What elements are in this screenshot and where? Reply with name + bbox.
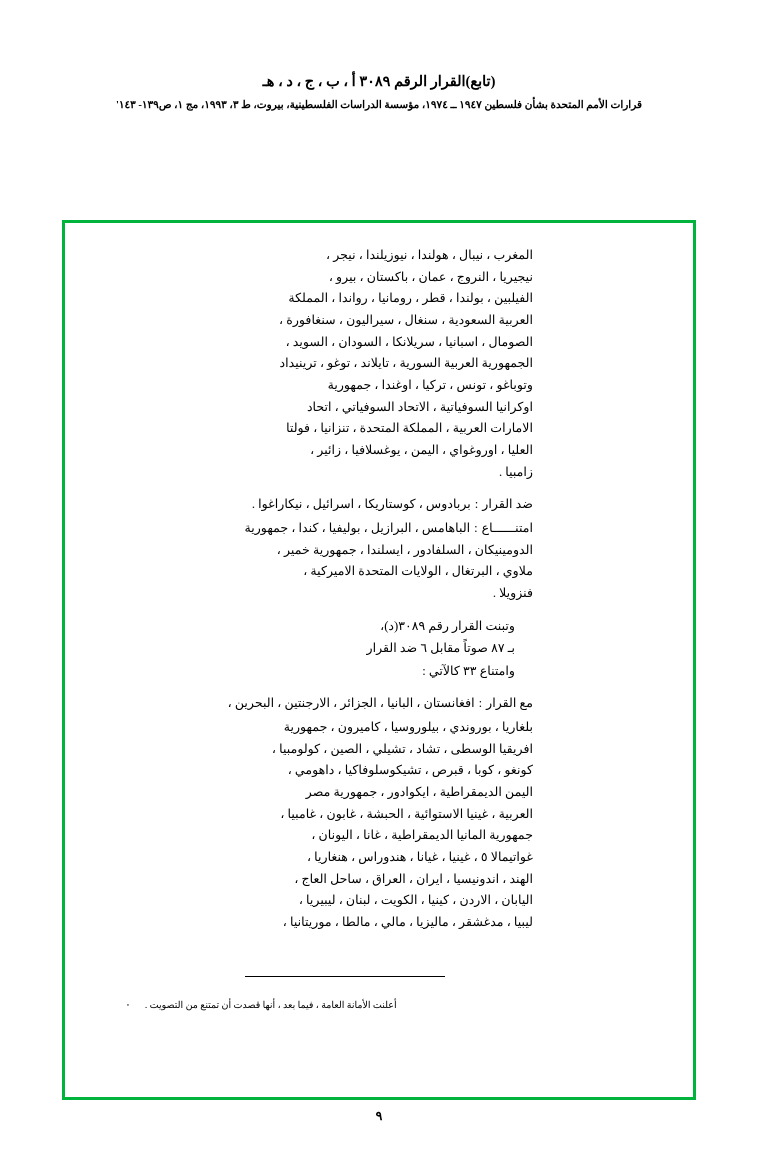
header-subtitle: قرارات الأمم المتحدة بشأن فلسطين ١٩٤٧ ــ ١٩٧٤، مؤسسة الدراسات الفلسطينية، بيروت، ط ٣، ١٩٩٣، مج ١، ص١٣٩- ١٤٣' [115, 100, 643, 111]
header-title: (تابع)القرار الرقم ٣٠٨٩ أ ، ب ، ج ، د ، هـ [262, 74, 496, 90]
abstain-label: امتنــــــاع [481, 520, 533, 535]
list-line: المغرب ، نيبال ، هولندا ، نيوزيلندا ، نيجر ، [325, 248, 533, 262]
colon-separator: : [478, 696, 483, 711]
adoption-line: وامتناع ٣٣ كالآتي : [422, 663, 515, 678]
adoption-line: بـ ٨٧ صوتاً مقابل ٦ ضد القرار [366, 641, 515, 656]
abstain-line: فنزويلا . [492, 585, 533, 600]
votes-for-line: اليابان ، الاردن ، كينيا ، الكويت ، لبنان ، ليبيريا ، [298, 893, 533, 908]
votes-for-line: جمهورية المانيا الديمقراطية ، غانا ، اليونان ، [311, 828, 533, 843]
abstain-row [213, 518, 533, 540]
footnote-divider [245, 976, 445, 977]
footnote-marker: ٠ [125, 999, 131, 1011]
abstain-line: الدومينيكان ، السلفادور ، ايسلندا ، جمهورية خمير ، [276, 542, 533, 557]
document-body [213, 245, 533, 934]
footnote [125, 998, 575, 1011]
list-line: الفيلبين ، بولندا ، قطر ، رومانيا ، رواندا ، المملكة [288, 291, 533, 306]
list-line: نيجيريا ، النروج ، عمان ، باكستان ، بيرو ، [328, 269, 533, 284]
votes-for-row [213, 693, 533, 715]
votes-against-value: بربادوس ، كوستاريكا ، اسرائيل ، نيكاراغوا . [251, 497, 471, 512]
abstain-first-line: الباهامس ، البرازيل ، بوليفيا ، كندا ، جمهورية [244, 520, 471, 535]
colon-separator: : [474, 497, 479, 512]
votes-against-label: ضد القرار [482, 497, 533, 512]
list-line: العربية السعودية ، سنغال ، سيراليون ، سنغافورة ، [279, 312, 533, 327]
footnote-text: أعلنت الأمانة العامة ، فيما بعد ، أنها قصدت أن تمتنع من التصويت . [144, 1001, 397, 1011]
votes-for-line: بلغاريا ، بوروندي ، بيلوروسيا ، كاميرون ، جمهورية [283, 720, 533, 735]
votes-against-row [213, 494, 533, 516]
document-page [0, 74, 758, 1152]
votes-for-line: غواتيمالا ٥ ، غينيا ، غيانا ، هندوراس ، هنغاريا ، [306, 850, 533, 865]
list-line: وتوباغو ، تونس ، تركيا ، اوغندا ، جمهورية [327, 377, 533, 392]
votes-for-line: العربية ، غينيا الاستوائية ، الحبشة ، غابون ، غامبيا ، [280, 806, 533, 821]
page-number: ٩ [375, 1109, 383, 1123]
votes-for-first-line: افغانستان ، البانيا ، الجزائر ، الارجنتين ، البحرين ، [227, 696, 475, 711]
abstain-line: ملاوي ، البرتغال ، الولايات المتحدة الاميركية ، [303, 564, 533, 579]
votes-for-line: كونغو ، كوبا ، قبرص ، تشيكوسلوفاكيا ، داهومي ، [287, 763, 533, 778]
list-line: العليا ، اوروغواي ، اليمن ، يوغسلافيا ، زائير ، [310, 442, 533, 457]
list-line: الامارات العربية ، المملكة المتحدة ، تنزانيا ، فولتا [286, 421, 533, 436]
colon-separator: : [474, 520, 478, 535]
votes-for-label: مع القرار [486, 696, 533, 711]
country-list-continued [213, 245, 533, 483]
page-header [0, 74, 758, 111]
list-line: اوكرانيا السوفياتية ، الاتحاد السوفياتي ، اتحاد [306, 399, 533, 414]
content-frame [62, 220, 696, 1100]
votes-for-line: افريقيا الوسطى ، تشاد ، تشيلي ، الصين ، كولومبيا ، [271, 741, 533, 756]
adoption-statement [213, 616, 533, 683]
votes-for-line: اليمن الديمقراطية ، ايكوادور ، جمهورية مصر [305, 785, 533, 800]
votes-for-line: الهند ، اندونيسيا ، ايران ، العراق ، ساحل العاج ، [294, 871, 533, 886]
adoption-line: وتبنت القرار رقم ٣٠٨٩(د)، [380, 618, 515, 633]
list-line: زامبيا . [498, 464, 533, 479]
votes-for-line: ليبيا ، مدغشقر ، ماليزيا ، مالي ، مالطا ، موريتانيا ، [282, 915, 533, 930]
list-line: الصومال ، اسبانيا ، سريلانكا ، السودان ، السويد ، [285, 334, 533, 349]
list-line: الجمهورية العربية السورية ، تايلاند ، توغو ، ترينيداد [279, 356, 533, 371]
